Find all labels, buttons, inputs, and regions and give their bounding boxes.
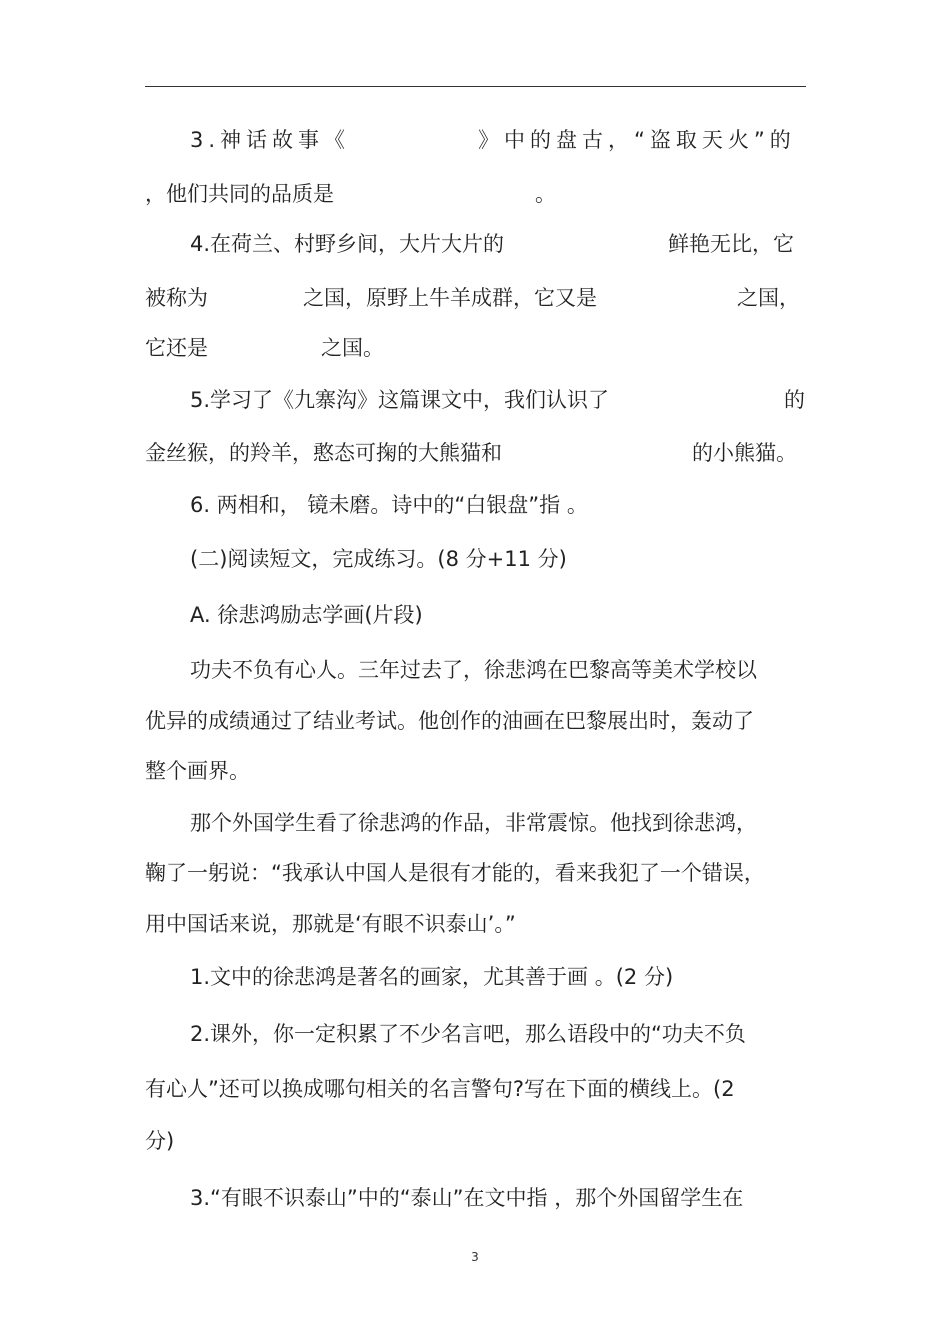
passage-line-6: 用中国话来说，那就是‘有眼不识泰山’。” (145, 912, 516, 936)
passage-line-5: 鞠了一躬说：“我承认中国人是很有才能的，看来我犯了一个错误， (145, 861, 765, 885)
passage-line-4: 那个外国学生看了徐悲鸿的作品，非常震惊。他找到徐悲鸿， (190, 811, 757, 835)
reading-q1: 1.文中的徐悲鸿是著名的画家，尤其善于画 。(2 分) (190, 965, 674, 989)
passage-line-3: 整个画界。 (145, 759, 250, 783)
passage-line-1: 功夫不负有心人。三年过去了，徐悲鸿在巴黎高等美术学校以 (190, 658, 757, 682)
q4-holland-start: 4.在荷兰、村野乡间，大片大片的 (190, 232, 505, 256)
reading-q3: 3.“有眼不识泰山”中的“泰山”在文中指 ，那个外国留学生在 (190, 1186, 744, 1210)
page-number: 3 (471, 1250, 479, 1264)
q4-country-3: 之国。 (321, 336, 384, 360)
q6-poem: 6. 两相和， 镜未磨。诗中的“白银盘”指 。 (190, 493, 588, 517)
reading-q2-line-3: 分) (145, 1129, 175, 1153)
q3-quality: ，他们共同的品质是 (145, 182, 334, 206)
q4-holland-end: 鲜艳无比，它 (668, 232, 794, 256)
reading-q2-line-1: 2.课外，你一定积累了不少名言吧，那么语段中的“功夫不负 (190, 1022, 746, 1046)
q4-also: 它还是 (145, 336, 208, 360)
q4-country-2: 之国， (737, 286, 800, 310)
reading-q2-line-2: 有心人”还可以换成哪句相关的名言警句?写在下面的横线上。(2 (145, 1077, 735, 1101)
header-rule (145, 86, 806, 87)
q3-period: 。 (535, 182, 556, 206)
q5-animals: 金丝猴，的羚羊，憨态可掬的大熊猫和 (145, 441, 502, 465)
q5-de: 的 (784, 388, 805, 412)
passage-a-title: A. 徐悲鸿励志学画(片段) (190, 603, 423, 627)
q5-red-panda: 的小熊猫。 (692, 441, 797, 465)
q4-country-1: 之国，原野上牛羊成群，它又是 (303, 286, 597, 310)
q3-myth-start: 3.神话故事《 (190, 128, 351, 152)
section-reading-title: (二)阅读短文，完成练习。(8 分+11 分) (190, 547, 567, 571)
passage-line-2: 优异的成绩通过了结业考试。他创作的油画在巴黎展出时，轰动了 (145, 709, 754, 733)
q5-jiuzhaigou: 5.学习了《九寨沟》这篇课文中，我们认识了 (190, 388, 610, 412)
q4-called: 被称为 (145, 286, 208, 310)
q3-myth-end: 》中的盘古，“盗取天火”的 (478, 128, 796, 152)
